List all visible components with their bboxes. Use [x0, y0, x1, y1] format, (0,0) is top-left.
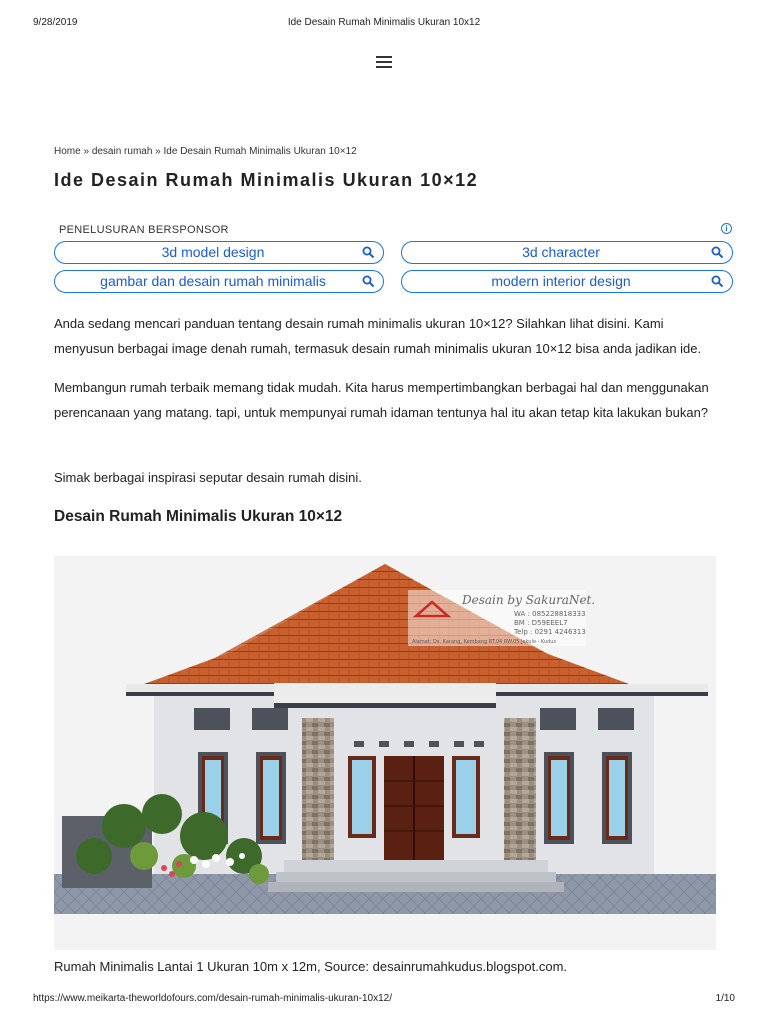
section-heading: Desain Rumah Minimalis Ukuran 10×12: [54, 508, 343, 525]
article-paragraph: Anda sedang mencari panduan tentang desain rumah minimalis ukuran 10×12? Silahkan lihat disini. Kami menyusun berbagai image denah rumah, termasuk desain rumah minimalis ukuran 10×12 bisa anda jadikan ide.: [54, 316, 702, 356]
ad-search-label: 3d character: [522, 244, 600, 260]
breadcrumb: [54, 146, 357, 157]
designer-watermark: [408, 590, 595, 646]
search-icon: [711, 275, 724, 288]
watermark-line: BM : D59EEEL7: [514, 619, 568, 627]
hamburger-menu-icon[interactable]: [374, 54, 394, 70]
print-footer-url: https://www.meikarta-theworldofours.com/desain-rumah-minimalis-ukuran-10x12/: [33, 993, 393, 1004]
info-icon[interactable]: i: [721, 223, 732, 234]
breadcrumb-category-link[interactable]: desain rumah: [91, 146, 153, 157]
article-paragraph: Membangun rumah terbaik memang tidak mudah. Kita harus mempertimbangkan berbagai hal dan menggunakan perencanaan yang matang. tapi, untuk mempunyai rumah idaman tentunya hal itu akan tetap kita lakukan bukan?: [54, 380, 709, 420]
watermark-address: Alamat: Ds. Karang, Kembang RT.04 RW.05 Jekulo - Kudus: [412, 639, 557, 645]
print-date: 9/28/2019: [33, 17, 78, 28]
print-page-number: 1/10: [715, 993, 735, 1004]
page-title: Ide Desain Rumah Minimalis Ukuran 10×12: [54, 170, 479, 190]
house-illustration: [54, 556, 716, 950]
print-header: [0, 17, 768, 31]
watermark-line: Telp : 0291 4246313: [514, 628, 586, 636]
watermark-line: WA : 085228818333: [514, 610, 586, 618]
search-icon: [711, 246, 724, 259]
ad-search-link[interactable]: [54, 241, 384, 264]
house-render-image: [54, 556, 716, 950]
breadcrumb-separator: »: [152, 146, 164, 157]
print-doc-title: Ide Desain Rumah Minimalis Ukuran 10x12: [287, 17, 481, 28]
ad-search-link[interactable]: [401, 270, 733, 293]
search-icon: [362, 275, 375, 288]
ad-search-link[interactable]: [54, 270, 384, 293]
sponsored-label: PENELUSURAN BERSPONSOR: [59, 224, 229, 236]
ad-search-label: gambar dan desain rumah minimalis: [100, 273, 326, 289]
breadcrumb-separator: »: [80, 146, 92, 157]
breadcrumb-current: Ide Desain Rumah Minimalis Ukuran 10×12: [163, 146, 357, 157]
breadcrumb-home-link[interactable]: Home: [54, 146, 81, 157]
sponsored-search-block: [54, 222, 734, 298]
ad-search-label: modern interior design: [491, 273, 631, 289]
article-paragraph: Simak berbagai inspirasi seputar desain rumah disini.: [54, 470, 362, 485]
watermark-title: Desain by SakuraNet.: [462, 593, 596, 607]
ad-search-label: 3d model design: [161, 244, 265, 260]
ad-search-link[interactable]: [401, 241, 733, 264]
image-caption: Rumah Minimalis Lantai 1 Ukuran 10m x 12m, Source: desainrumahkudus.blogspot.com.: [54, 959, 568, 974]
search-icon: [362, 246, 375, 259]
